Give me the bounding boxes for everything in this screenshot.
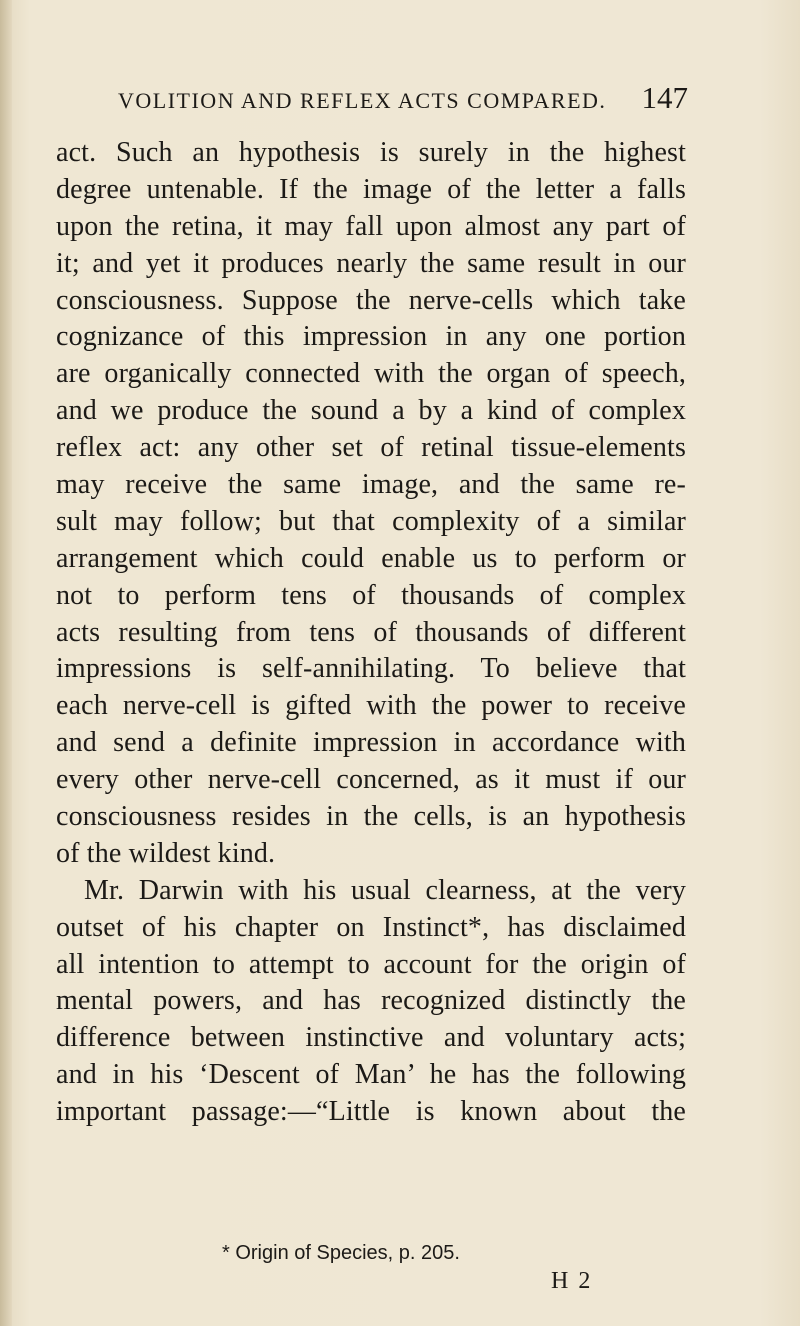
text-line: degree untenable. If the image of the letter a falls <box>56 173 686 205</box>
text-line: and we produce the sound a by a kind of complex <box>56 395 686 427</box>
text-line: arrangement which could enable us to perform or <box>56 542 686 574</box>
footnote: * Origin of Species, p. 205. <box>222 1242 460 1264</box>
text-line: every other nerve-cell concerned, as it must if our <box>56 764 686 796</box>
text-line: important passage:—“Little is known about the <box>56 1096 686 1128</box>
text-line: may receive the same image, and the same re- <box>56 469 686 501</box>
text-line: mental powers, and has recognized distinctly the <box>56 985 686 1017</box>
page-gutter-edge <box>0 0 12 1326</box>
text-line: of the wildest kind. <box>56 837 276 869</box>
text-line: are organically connected with the organ of speech, <box>56 358 686 390</box>
text-line: sult may follow; but that complexity of a similar <box>56 505 686 537</box>
text-line: and in his ‘Descent of Man’ he has the following <box>56 1059 686 1091</box>
text-line: consciousness resides in the cells, is an hypothesis <box>56 801 686 833</box>
page-header <box>118 80 688 120</box>
text-line: outset of his chapter on Instinct*, has disclaimed <box>56 911 686 943</box>
text-line: consciousness. Suppose the nerve-cells which take <box>56 284 686 316</box>
text-line: impressions is self-annihilating. To believe that <box>56 653 686 685</box>
text-line: difference between instinctive and voluntary acts; <box>56 1022 686 1054</box>
text-line: cognizance of this impression in any one portion <box>56 321 686 353</box>
text-line: reflex act: any other set of retinal tissue-elements <box>56 432 686 464</box>
text-line: not to perform tens of thousands of complex <box>56 579 686 611</box>
text-line: act. Such an hypothesis is surely in the highest <box>56 137 686 168</box>
text-line: all intention to attempt to account for the origin of <box>56 948 686 980</box>
text-line: upon the retina, it may fall upon almost any part of <box>56 210 686 242</box>
text-line: it; and yet it produces nearly the same result in our <box>56 247 686 279</box>
text-line: each nerve-cell is gifted with the power to receive <box>56 690 686 722</box>
running-head: VOLITION AND REFLEX ACTS COMPARED. <box>118 88 607 113</box>
text-line: Mr. Darwin with his usual clearness, at the very <box>84 874 686 906</box>
page-number: 147 <box>641 80 688 115</box>
signature-mark: H 2 <box>551 1268 593 1294</box>
text-line: and send a definite impression in accordance with <box>56 727 686 759</box>
text-line: acts resulting from tens of thousands of different <box>56 616 686 648</box>
body-text <box>56 135 686 1131</box>
